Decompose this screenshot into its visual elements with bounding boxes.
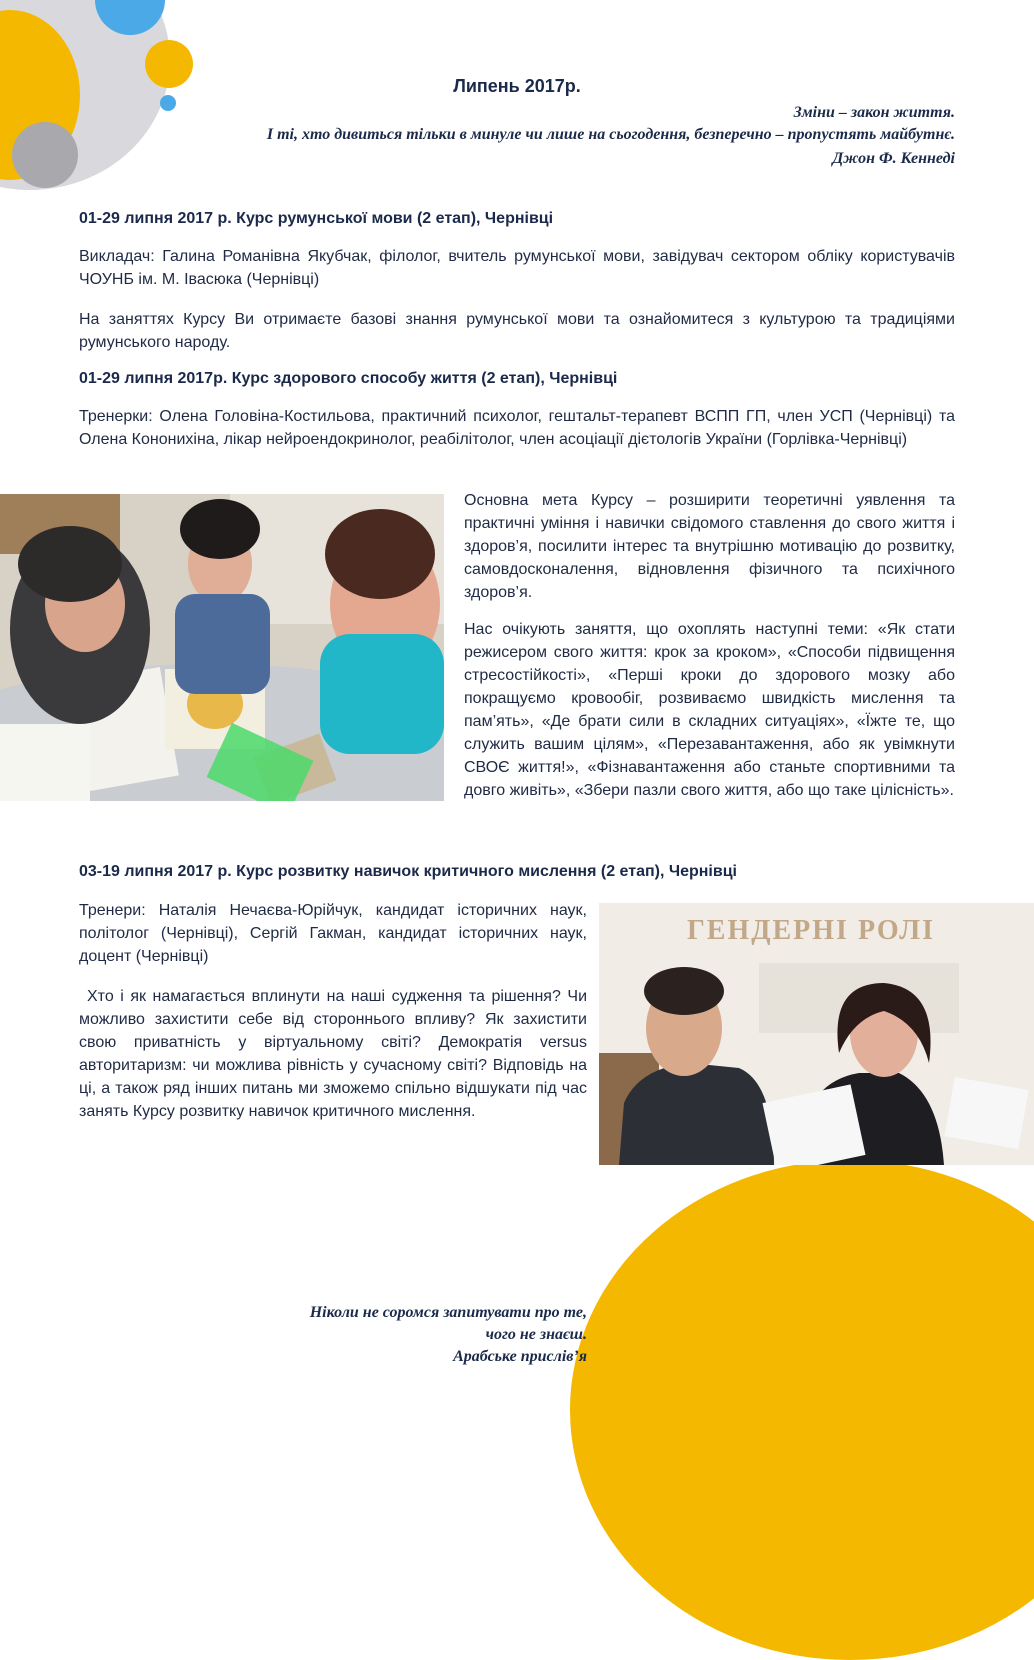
epigraph-line-2: І ті, хто дивиться тільки в минуле чи лише на сьогодення, безперечно – пропустять майбутнє.: [266, 126, 955, 143]
section-romanian-teacher: Викладач: Галина Романівна Якубчак, філолог, вчитель румунської мови, завідувач сектором обліку користувачів ЧОУНБ ім. М. Івасюка (Чернівці): [79, 248, 955, 288]
photo-sign-text: ГЕНДЕРНІ РОЛІ: [686, 915, 936, 946]
section-critical-desc: Хто і як намагається вплинути на наші судження та рішення? Чи можливо захистити себе від стороннього впливу? Як захистити свою приватність у віртуальному світі? Демократія versus авторитаризм: чи можлива рівність у сучасному світі? Відповідь на ці, а також ряд інших питань ми зможемо спільно відшукати під час занять Курсу розвитку навичок критичного мислення.: [79, 988, 587, 1120]
section-health-topics: Нас очікують заняття, що охоплять наступні теми: «Як стати режисером свого життя: крок за кроком», «Способи підвищення стресостійкості», «Перші кроки до здорового мозку або покращуємо кровообіг, розвиваємо швидкість мислення та пам’ять», «Де брати сили в складних ситуаціях», «Їжте те, що служить вашим цілям», «Перезавантаження, або як увімкнути СВОЄ життя!», «Фізнавантаження або станьте спортивними та довго живіть», «Збери пазли свого життя, або що таке цілісність».: [464, 621, 955, 799]
page-title: Липень 2017р.: [453, 76, 581, 96]
footer-quote-source: Арабське прислів’я: [453, 1348, 587, 1365]
section-heading-critical: 03-19 липня 2017 р. Курс розвитку навичок критичного мислення (2 етап), Чернівці: [79, 863, 737, 880]
section-romanian-desc: На заняттях Курсу Ви отримаєте базові знання румунської мови та ознайомитеся з культурою та традиціями румунського народу.: [79, 311, 955, 351]
section-critical-trainers: Тренери: Наталія Нечаєва-Юрійчук, кандидат історичних наук, політолог (Чернівці), Сергій Гакман, кандидат історичних наук, доцент (Чернівці): [79, 902, 587, 965]
epigraph-author: Джон Ф. Кеннеді: [832, 150, 955, 167]
section-heading-romanian: 01-29 липня 2017 р. Курс румунської мови (2 етап), Чернівці: [79, 210, 554, 227]
footer-quote-line-1: Ніколи не соромся запитувати про те,: [309, 1304, 587, 1321]
footer-quote-line-2: чого не знаєш.: [485, 1326, 587, 1343]
photo-critical-course-image: [599, 903, 1034, 1165]
deco-circle-gray-small: [12, 122, 78, 188]
photo-health-course-image: [0, 494, 444, 801]
photo-health-course: [0, 494, 444, 801]
section-health-trainers: Тренерки: Олена Головіна-Костильова, практичний психолог, гештальт-терапевт ВСПП ГП, член УСП (Чернівці) та Олена Кононихіна, лікар нейроендокринолог, реабілітолог, член асоціації дієтологів України (Горлівка-Чернівці): [79, 408, 955, 448]
photo-critical-course: [599, 903, 1034, 1165]
epigraph-line-1: Зміни – закон життя.: [793, 104, 955, 121]
deco-circle-blue-small: [160, 95, 176, 111]
footer-quote: [310, 1302, 587, 1368]
section-health-goal: Основна мета Курсу – розширити теоретичні уявлення та практичні уміння і навички свідомого ставлення до свого життя і здоров’я, посилити інтерес та внутрішню мотивацію до розвитку, самовдосконалення, відновлення фізичного та психічного здоров’я.: [464, 492, 955, 601]
deco-circle-yellow-bottom: [570, 1160, 1034, 1660]
section-heading-health: 01-29 липня 2017р. Курс здорового способу життя (2 етап), Чернівці: [79, 370, 618, 387]
